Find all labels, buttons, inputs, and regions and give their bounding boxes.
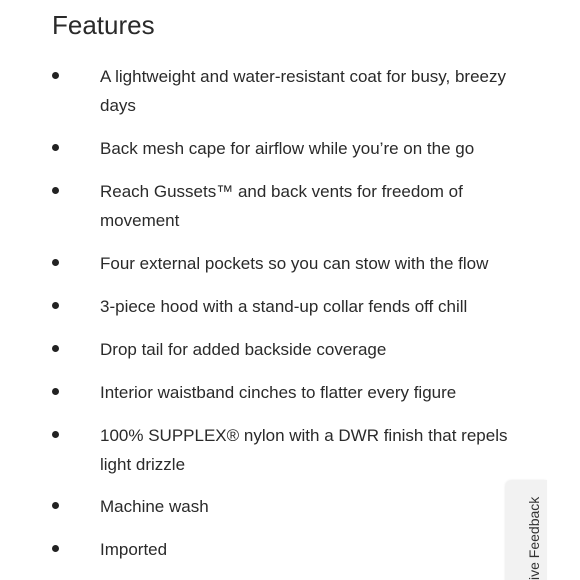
bullet-icon: [52, 502, 59, 509]
feature-text: 3-piece hood with a stand-up collar fends off chill: [100, 297, 468, 316]
feature-text: Interior waistband cinches to flatter every figure: [100, 383, 457, 402]
feedback-tab-button[interactable]: [506, 480, 547, 580]
feature-text: Reach Gussets™ and back vents for freedom of movement: [100, 182, 463, 230]
feature-text: Imported: [100, 540, 168, 559]
bullet-icon: [52, 302, 59, 309]
feature-text: Four external pockets so you can stow with the flow: [100, 254, 489, 273]
bullet-icon: [52, 259, 59, 266]
bullet-icon: [52, 345, 59, 352]
feature-text: Machine wash: [100, 497, 209, 516]
bullet-icon: [52, 72, 59, 79]
feature-text: Drop tail for added backside coverage: [100, 340, 387, 359]
bullet-icon: [52, 388, 59, 395]
bullet-icon: [52, 144, 59, 151]
feature-text: A lightweight and water-resistant coat for busy, breezy days: [100, 67, 506, 115]
bullet-icon: [52, 545, 59, 552]
feature-text: Back mesh cape for airflow while you’re on the go: [100, 139, 475, 158]
bullet-icon: [52, 431, 59, 438]
feedback-label: ive Feedback: [526, 496, 542, 580]
features-heading: Features: [52, 10, 155, 40]
feature-text: 100% SUPPLEX® nylon with a DWR finish that repels light drizzle: [100, 426, 508, 474]
bullet-icon: [52, 187, 59, 194]
